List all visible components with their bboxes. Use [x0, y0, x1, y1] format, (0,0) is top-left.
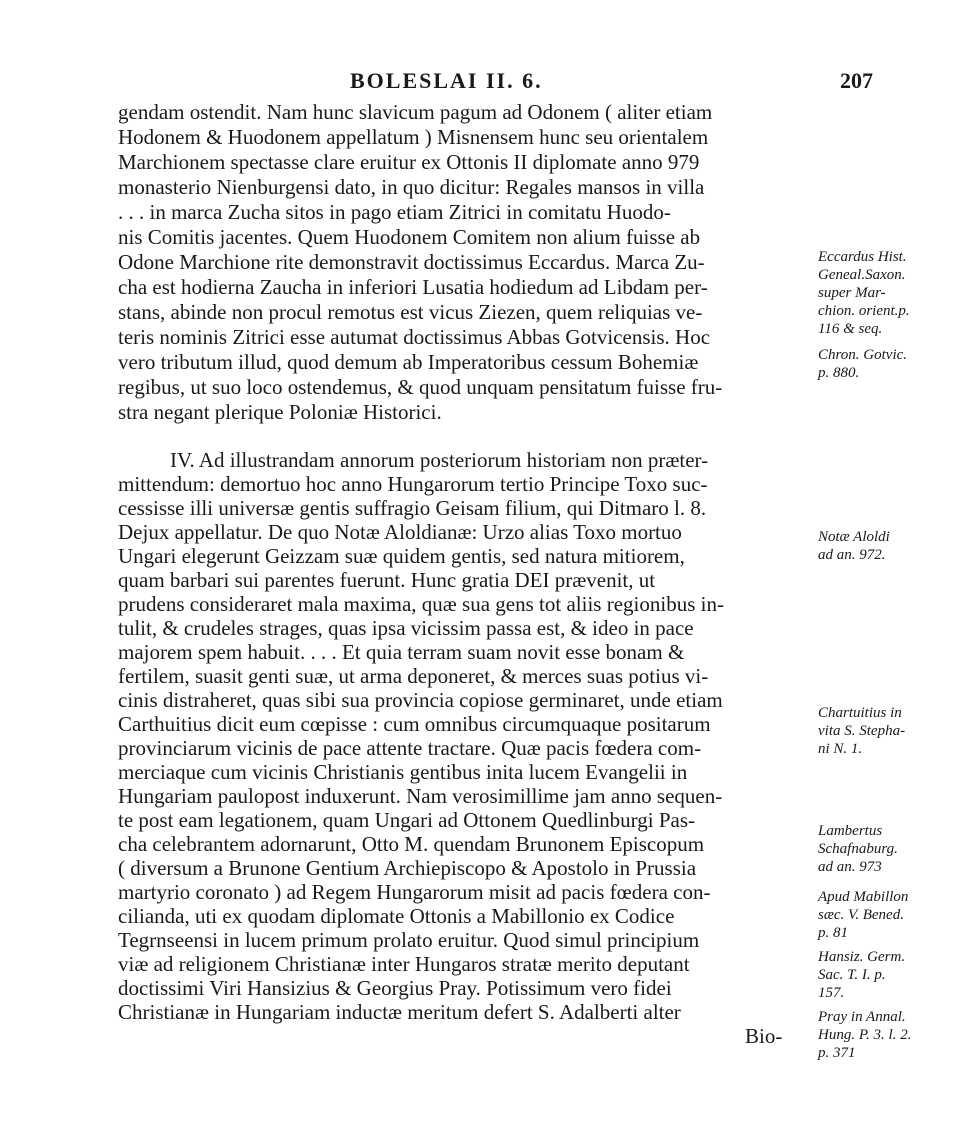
margin-note-hansiz [818, 948, 948, 1002]
margin-note-line: Hansiz. Germ. [818, 949, 906, 965]
margin-note-line: p. 81 [818, 925, 848, 941]
text-line: Hodonem & Huodonem appellatum ) Misnensem hunc seu orientalem [118, 125, 709, 149]
text-line: Ungari elegerunt Geizzam suæ quidem gentis, sed natura mitiorem, [118, 544, 685, 568]
margin-note-line: Sac. T. I. p. [818, 967, 886, 983]
text-line: Christianæ in Hungariam inductæ meritum defert S. Adalberti alter [118, 1000, 681, 1024]
margin-note-line: super Mar- [818, 285, 886, 301]
margin-note-line: Chron. Gotvic. [818, 347, 908, 363]
text-line: Marchionem spectasse clare eruitur ex Ottonis II diplomate anno 979 [118, 150, 700, 174]
text-line: cinis distraheret, quas sibi sua provincia copiose germinaret, unde etiam [118, 688, 723, 712]
margin-note-chron [818, 346, 948, 382]
margin-note-mabillon [818, 888, 948, 942]
text-line: teris nominis Zitrici esse autumat doctissimus Abbas Gotvicensis. Hoc [118, 325, 711, 349]
text-line: gendam ostendit. Nam hunc slavicum pagum ad Odonem ( aliter etiam [118, 100, 713, 124]
margin-note-line: Hung. P. 3. l. 2. [818, 1027, 912, 1043]
text-line: cha celebrantem adornarunt, Otto M. quendam Brunonem Episcopum [118, 832, 705, 856]
text-line: Carthuitius dicit eum cœpisse : cum omnibus circumquaque positarum [118, 712, 711, 736]
text-line: martyrio coronato ) ad Regem Hungarorum misit ad pacis fœdera con- [118, 880, 711, 904]
text-line: regibus, ut suo loco ostendemus, & quod unquam pensitatum fuisse fru- [118, 375, 723, 399]
text-line: cessisse illi universæ gentis suffragio Geisam filium, qui Ditmaro l. 8. [118, 496, 707, 520]
margin-note-line: ad an. 972. [818, 547, 886, 563]
text-line: Dejux appellatur. De quo Notæ Aloldianæ: Urzo alias Toxo mortuo [118, 520, 682, 544]
text-line: Odone Marchione rite demonstravit doctissimus Eccardus. Marca Zu- [118, 250, 705, 274]
margin-note-line: Eccardus Hist. [818, 249, 907, 265]
margin-note-chartuitius [818, 704, 948, 758]
margin-note-lambertus [818, 822, 948, 876]
text-line: cilianda, uti ex quodam diplomate Ottonis a Mabillonio ex Codice [118, 904, 675, 928]
text-line: stra negant plerique Poloniæ Historici. [118, 400, 442, 424]
text-line: fertilem, suasit genti suæ, ut arma deponeret, & merces suas potius vi- [118, 664, 709, 688]
text-line: IV. Ad illustrandam annorum posteriorum historiam non præter- [170, 448, 709, 472]
margin-note-notae [818, 528, 948, 564]
margin-note-line: ad an. 973 [818, 859, 882, 875]
text-line: nis Comitis jacentes. Quem Huodonem Comitem non alium fuisse ab [118, 225, 701, 249]
catchword: Bio- [745, 1024, 783, 1048]
text-line: stans, abinde non procul remotus est vicus Ziezen, quem reliquias ve- [118, 300, 703, 324]
text-line: . . . in marca Zucha sitos in pago etiam Zitrici in comitatu Huodo- [118, 200, 671, 224]
page-header [0, 68, 960, 102]
margin-note-line: Geneal.Saxon. [818, 267, 906, 283]
text-line: mittendum: demortuo hoc anno Hungarorum tertio Principe Toxo suc- [118, 472, 708, 496]
margin-note-line: Schafnaburg. [818, 841, 898, 857]
margin-note-line: Apud Mabillon [818, 889, 909, 905]
text-line: merciaque cum vicinis Christianis gentibus inita lucem Evangelii in [118, 760, 688, 784]
text-line: majorem spem habuit. . . . Et quia terram suam novit esse bonam & [118, 640, 685, 664]
text-line: Tegrnseensi in lucem primum prolato eruitur. Quod simul principium [118, 928, 700, 952]
margin-note-line: p. 371 [818, 1045, 856, 1061]
text-line: te post eam legationem, quam Ungari ad Ottonem Quedlinburgi Pas- [118, 808, 695, 832]
text-line: ( diversum a Brunone Gentium Archiepiscopo & Apostolo in Prussia [118, 856, 697, 880]
text-line: quam barbari sui parentes fuerunt. Hunc gratia DEI prævenit, ut [118, 568, 656, 592]
text-line: tulit, & crudeles strages, quas ipsa vicissim passa est, & ideo in pace [118, 616, 694, 640]
margin-note-line: vita S. Stepha- [818, 723, 906, 739]
text-line: monasterio Nienburgensi dato, in quo dicitur: Regales mansos in villa [118, 175, 705, 199]
margin-note-line: p. 880. [818, 365, 860, 381]
margin-note-line: Notæ Aloldi [818, 529, 890, 545]
page-number: 207 [840, 68, 873, 93]
running-head: BOLESLAI II. 6. [350, 68, 543, 93]
margin-note-line: Chartuitius in [818, 705, 902, 721]
margin-note-line: ni N. 1. [818, 741, 863, 757]
text-line: prudens consideraret mala maxima, quæ sua gens tot aliis regionibus in- [118, 592, 724, 616]
margin-note-line: chion. orient.p. [818, 303, 910, 319]
text-line: doctissimi Viri Hansizius & Georgius Pray. Potissimum vero fidei [118, 976, 672, 1000]
margin-note-line: Lambertus [818, 823, 883, 839]
margin-note-pray [818, 1008, 948, 1062]
text-line: viæ ad religionem Christianæ inter Hungaros stratæ merito deputant [118, 952, 690, 976]
text-line: Hungariam paulopost induxerunt. Nam verosimillime jam anno sequen- [118, 784, 723, 808]
margin-note-eccardus [818, 248, 948, 338]
margin-note-line: Pray in Annal. [818, 1009, 906, 1025]
margin-note-line: 157. [818, 985, 845, 1001]
text-line: cha est hodierna Zaucha in inferiori Lusatia hodiedum ad Libdam per- [118, 275, 708, 299]
text-line: provinciarum vicinis de pace attente tractare. Quæ pacis fœdera com- [118, 736, 702, 760]
margin-note-line: 116 & seq. [818, 321, 883, 337]
text-line: vero tributum illud, quod demum ab Imperatoribus cessum Bohemiæ [118, 350, 699, 374]
margin-note-line: sæc. V. Bened. [818, 907, 904, 923]
